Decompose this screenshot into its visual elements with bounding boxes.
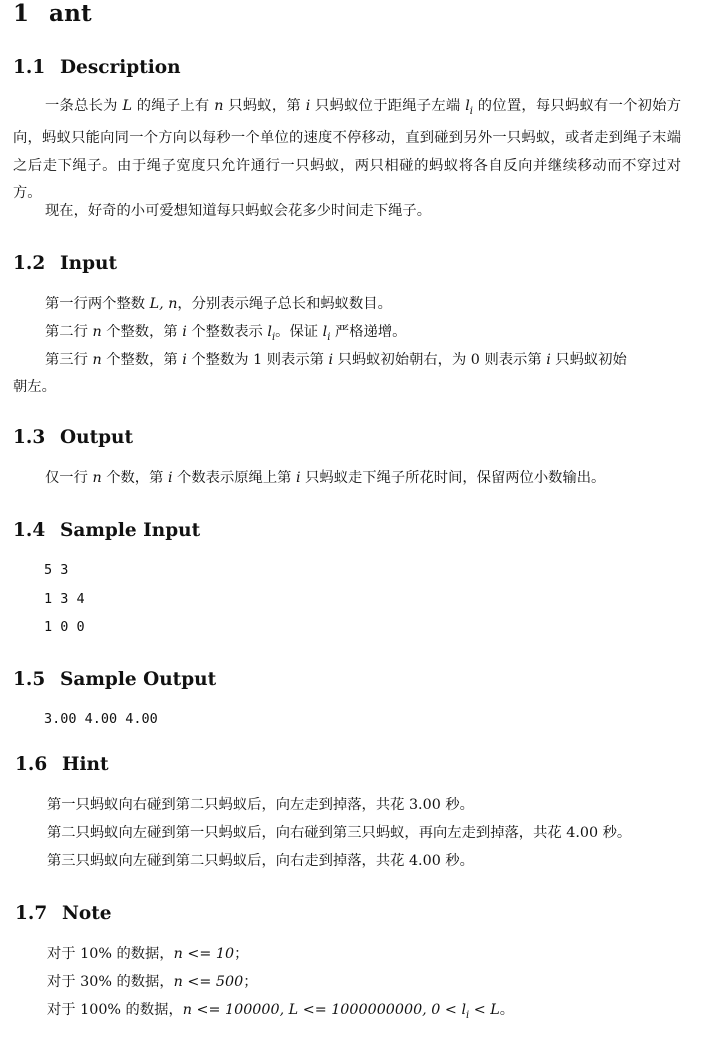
- input-line-2: 第二行 n 个整数，第 i 个整数表示 $l_i$。保证 $l_i$ 严格递增。: [45, 324, 407, 343]
- input-line-3: 第三行 n 个整数，第 i 个整数为 1 则表示第 i 只蚂蚁初始朝右，为 0 则表示第 i 只蚂蚁初始: [45, 352, 627, 368]
- hint-line: 第三只蚂蚁向左碰到第二只蚂蚁后，向右走到掉落，共花 4.00 秒。: [47, 853, 474, 869]
- heading-description: 1.1 Description: [13, 57, 181, 78]
- note-line-2: 对于 30% 的数据，n <= 500；: [47, 974, 258, 990]
- input-line-1: 第一行两个整数 L, n，分别表示绳子总长和蚂蚁数目。: [45, 296, 392, 312]
- sample-output-line: 3.00 4.00 4.00: [44, 711, 158, 727]
- heading-output: 1.3 Output: [13, 427, 134, 448]
- heading-sample-output: 1.5 Sample Output: [13, 669, 217, 690]
- hint-line: 第一只蚂蚁向右碰到第二只蚂蚁后，向左走到掉落，共花 3.00 秒。: [47, 797, 474, 813]
- note-line-3: 对于 100% 的数据，n <= 100000, L <= 1000000000, $0 < l_i < L$。: [47, 1002, 515, 1021]
- heading-input: 1.2 Input: [13, 253, 118, 274]
- description-paragraph-1: 一条总长为 L 的绳子上有 n 只蚂蚁，第 i 只蚂蚁位于距绳子左端 $l_i$ 的位置，每只蚂蚁有一个初始方向，蚂蚁只能向同一个方向以每秒一个单位的速度不停移动，直到碰到另外一只蚂蚁，或者走到绳子末端之后走下绳子。由于绳子宽度只允许通行一只蚂蚁，两只相碰的蚂蚁将各自反向并继续移动而不穿过对方。: [13, 98, 682, 202]
- description-paragraph-2: 现在，好奇的小可爱想知道每只蚂蚁会花多少时间走下绳子。: [45, 203, 432, 219]
- input-line-3-wrap: 朝左。: [13, 379, 56, 395]
- hint-line: 第二只蚂蚁向左碰到第一只蚂蚁后，向右碰到第三只蚂蚁，再向左走到掉落，共花 4.00 秒。: [47, 825, 632, 841]
- heading-hint: 1.6 Hint: [15, 754, 109, 775]
- output-line-1: 仅一行 n 个数，第 i 个数表示原绳上第 i 只蚂蚁走下绳子所花时间，保留两位小数输出。: [45, 470, 606, 486]
- heading-note: 1.7 Note: [15, 903, 112, 924]
- sample-input-line: 1 3 4: [44, 591, 85, 607]
- page-title: 1 ant: [13, 0, 92, 27]
- sample-input-line: 5 3: [44, 562, 69, 578]
- sample-input-line: 1 0 0: [44, 619, 85, 635]
- heading-sample-input: 1.4 Sample Input: [13, 520, 201, 541]
- note-line-1: 对于 10% 的数据，n <= 10；: [47, 946, 249, 962]
